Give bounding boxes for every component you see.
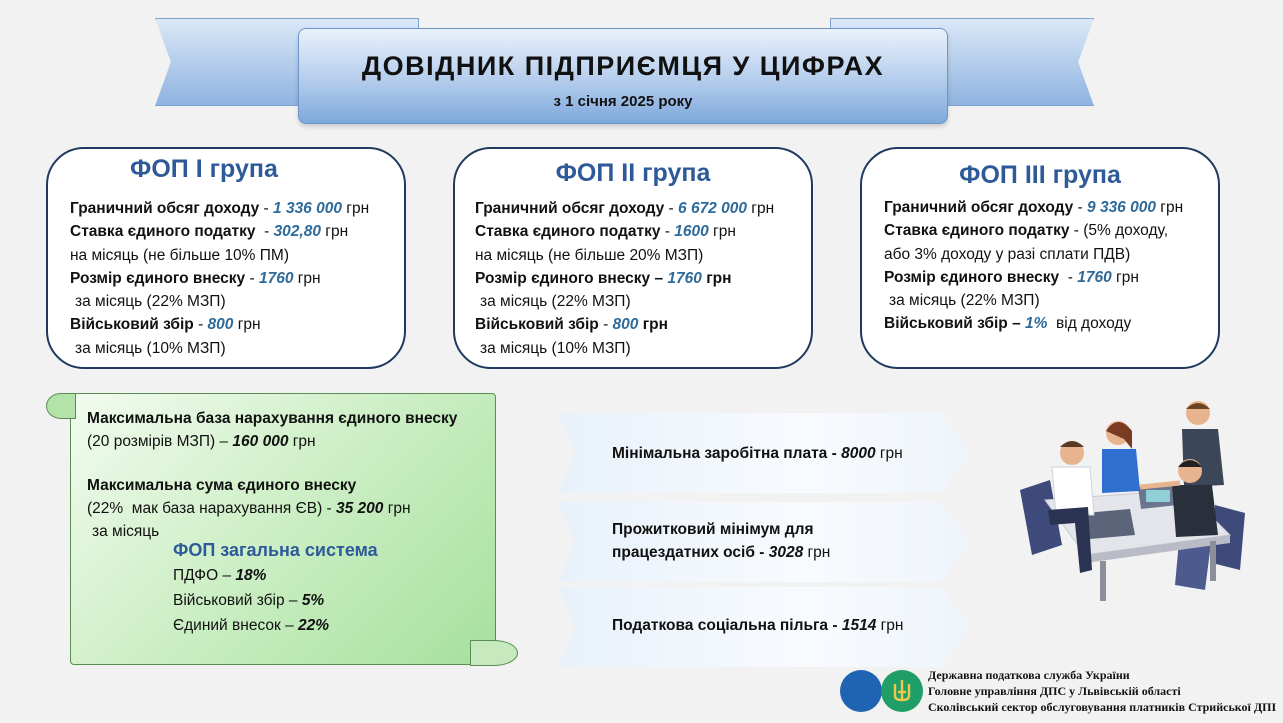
group-3-card [860,147,1220,369]
esv-value: 1760 [258,269,294,287]
max-sum-detail: (22% мак база нарахування ЄВ) - [87,500,336,517]
unit: грн [288,433,316,450]
rate-detail: (5% доходу, [1083,222,1169,240]
separator: - [193,316,208,334]
min-wage-text [612,442,903,465]
footer-line-1: Державна податкова служба України [928,668,1130,682]
unit: грн [293,269,321,287]
pdfo-label: ПДФО – [173,567,236,584]
social-benefit-label: Податкова соціальна пільга - [612,617,842,634]
subsistence-value: 3028 [768,544,804,561]
header-banner [298,28,948,124]
pdfo-value: 18% [235,567,267,584]
unit: від доходу [1047,315,1132,333]
esv-label: Розмір єдиного внеску [70,269,246,287]
group-3-details [884,196,1210,336]
max-base-value: 160 000 [232,433,289,450]
group-2-title: ФОП ІІ група [555,159,711,187]
scroll-curl-top [46,393,76,419]
esv-note: за місяць (22% МЗП) [480,293,631,311]
military-label: Військовий збір [475,316,599,334]
separator: - [1069,222,1084,240]
trident-emblem-icon [881,670,923,712]
unit: грн [320,223,349,241]
footer-line-2: Головне управління ДПС у Львівській області [928,684,1181,698]
separator: - [1073,199,1088,216]
page-subtitle: з 1 січня 2025 року [553,93,693,110]
unit: грн [875,445,903,462]
max-base-detail: (20 розмірів МЗП) – [87,433,233,450]
general-system-block [173,538,378,638]
unit: грн [746,200,775,217]
general-system-title: ФОП загальна система [173,540,378,560]
separator: - [259,200,274,217]
unit: грн [341,200,370,217]
group-1-card [46,147,406,369]
unit: грн [876,617,904,634]
max-sum-label: Максимальна сума єдиного внеску [87,477,357,494]
military-note: за місяць (10% МЗП) [75,339,226,357]
social-benefit-value: 1514 [841,617,877,634]
footer-org-info [928,667,1276,715]
esv-note: за місяць (22% МЗП) [889,292,1040,310]
separator: - [664,200,679,217]
max-sum-note: за місяць [92,523,160,540]
unit: грн [1111,268,1139,286]
separator: - [255,223,274,241]
unit: грн [708,223,736,241]
military-value: 1% [1025,315,1048,333]
military-note: за місяць (10% МЗП) [480,339,631,357]
esv-note: за місяць (22% МЗП) [75,293,226,311]
income-label: Граничний обсяг доходу [884,199,1074,216]
social-benefit-text [612,614,903,637]
business-meeting-illustration [990,395,1260,605]
subsistence-label-1: Прожитковий мінімум для [612,521,814,538]
income-value: 6 672 000 [678,200,747,217]
group-2-details [475,197,803,360]
military-label: Військовий збір [70,316,194,334]
scroll-curl-bottom [470,640,518,666]
max-sum-block [87,474,411,543]
unit: грн [638,316,669,334]
income-value: 9 336 000 [1087,199,1156,216]
military-label: Військовий збір [884,315,1008,333]
rate-label: Ставка єдиного податку [884,222,1070,240]
unit: грн [1155,199,1184,216]
esv-value: 1760 [667,269,702,287]
group-2-card [453,147,813,369]
max-base-label: Максимальна база нарахування єдиного внеску [87,410,458,427]
separator: - [598,316,613,334]
income-value: 1 336 000 [273,200,342,217]
rate-note: або 3% доходу у разі сплати ПДВ) [884,245,1131,263]
tax-service-logo [840,670,882,712]
general-esv-value: 22% [298,617,330,634]
general-esv-label: Єдиний внесок – [173,617,298,634]
subsistence-label-2: працездатних осіб - [612,544,769,561]
footer-line-3: Сколівський сектор обслуговування платників Стрийської ДПІ [928,700,1277,714]
separator: – [650,269,668,287]
unit: грн [383,500,411,517]
military-value: 800 [207,316,234,334]
unit: грн [803,544,831,561]
group-1-details [70,197,396,360]
esv-value: 1760 [1077,268,1112,286]
esv-label: Розмір єдиного внеску [475,269,651,287]
separator: - [245,269,259,287]
rate-value: 302,80 [273,223,321,241]
general-military-label: Військовий збір – [173,592,302,609]
income-label: Граничний обсяг доходу [475,200,665,217]
income-label: Граничний обсяг доходу [70,200,260,217]
max-sum-value: 35 200 [336,500,384,517]
military-value: 800 [612,316,639,334]
general-military-value: 5% [301,592,325,609]
separator: – [1007,315,1025,333]
min-wage-value: 8000 [841,445,876,462]
rate-note: на місяць (не більше 20% МЗП) [475,246,704,264]
rate-label: Ставка єдиного податку [475,223,661,241]
separator: - [1059,268,1078,286]
group-3-title: ФОП ІІІ група [959,161,1121,189]
page-title: ДОВІДНИК ПІДПРИЄМЦЯ У ЦИФРАХ [361,51,885,81]
min-wage-label: Мінімальна заробітна плата - [612,445,842,462]
subsistence-text [612,518,830,564]
unit: грн [233,316,261,334]
group-1-title: ФОП І група [130,155,278,183]
rate-value: 1600 [674,223,709,241]
rate-label: Ставка єдиного податку [70,223,256,241]
unit: грн [701,269,732,287]
esv-label: Розмір єдиного внеску [884,268,1060,286]
rate-note: на місяць (не більше 10% ПМ) [70,246,289,264]
separator: - [660,223,675,241]
max-base-block [87,407,457,453]
